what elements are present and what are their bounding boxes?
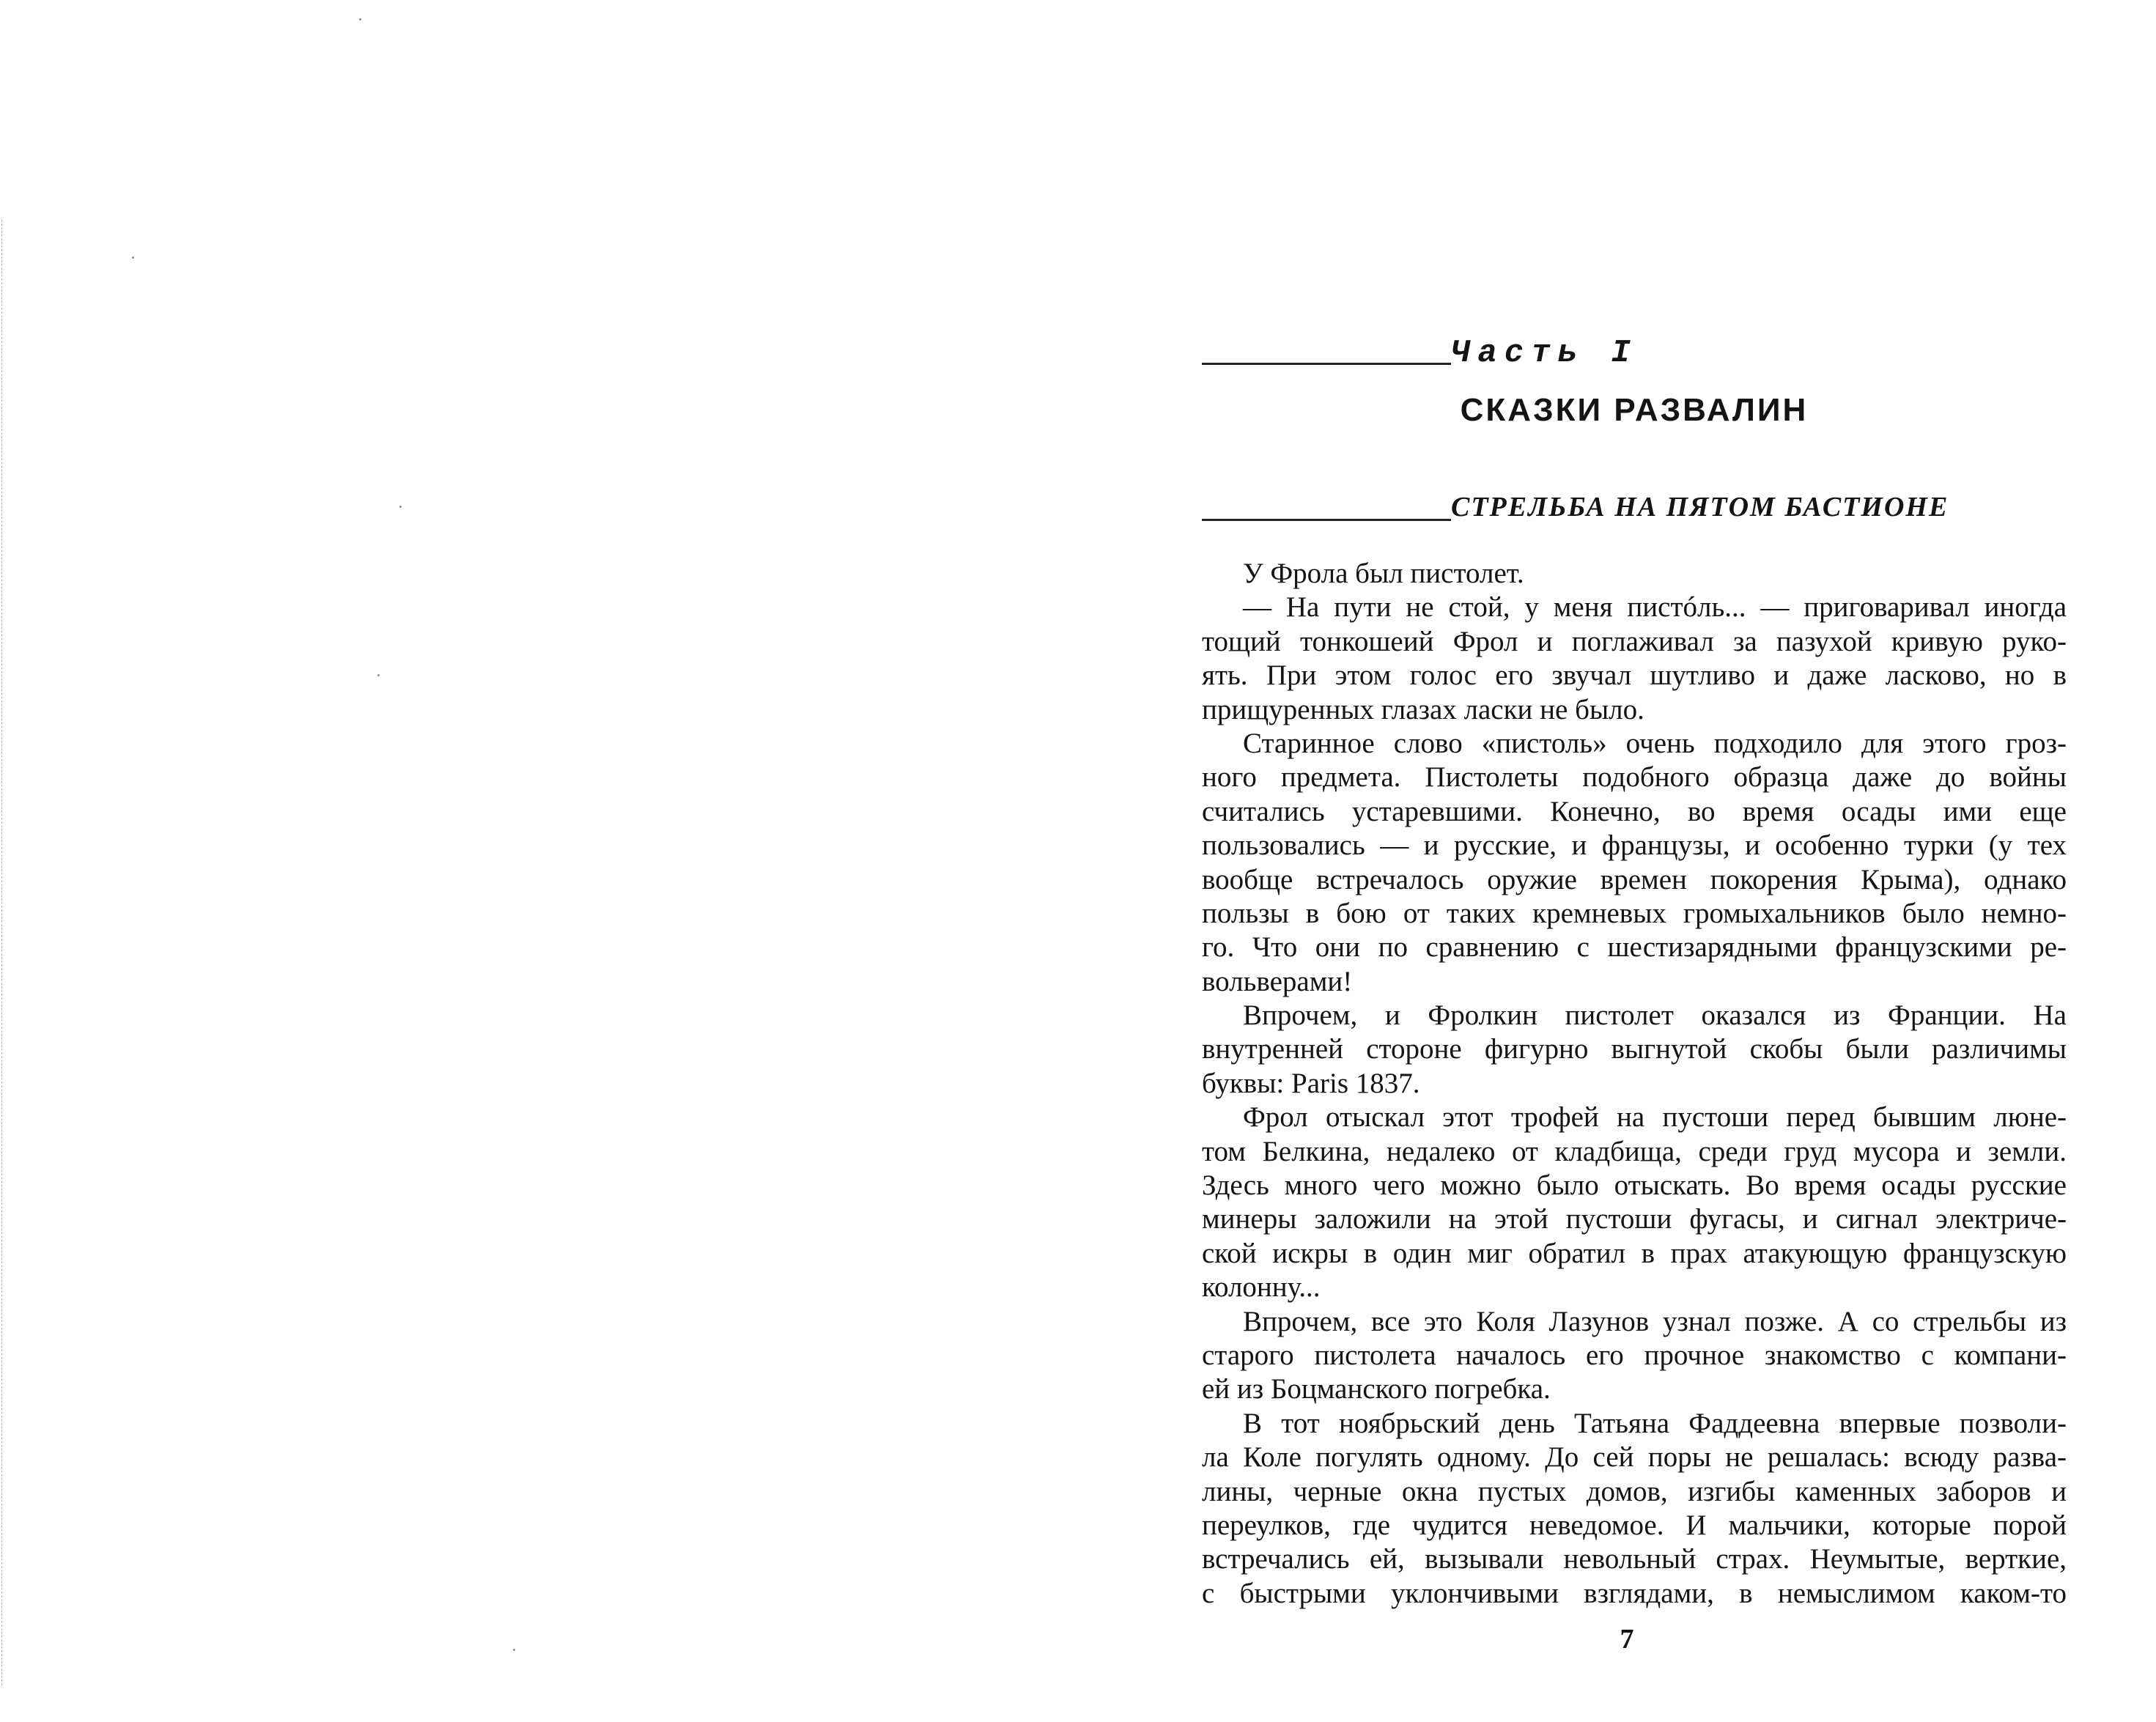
text-line: с быстрыми уклончивыми взглядами, в немыслимом каком-то: [1202, 1577, 2067, 1609]
text-line: Здесь много чего можно было отыскать. Во время осады русские: [1202, 1169, 2067, 1202]
text-line: вольверами!: [1202, 965, 1353, 997]
text-line: вообще встречалось оружие времен покорения Крыма), однако: [1202, 863, 2067, 895]
text-line: ей из Боцманского погребка.: [1202, 1373, 1551, 1405]
text-line: ской искры в один миг обратил в прах атакующую французскую: [1202, 1237, 2067, 1269]
text-line: Впрочем, и Фролкин пистолет оказался из Франции. На: [1243, 999, 2067, 1032]
text-line: переулков, где чудится неведомое. И мальчики, которые порой: [1202, 1509, 2067, 1541]
text-line: тощий тонкошеий Фрол и поглаживал за пазухой кривую руко-: [1202, 625, 2067, 657]
page-edge-shadow: [1, 220, 3, 1685]
part-header-rule: [1202, 363, 1451, 365]
text-line: считались устаревшими. Конечно, во время осады ими еще: [1202, 795, 2067, 827]
text-line: прищуренных глазах ласки не было.: [1202, 693, 1644, 725]
text-line: встречались ей, вызывали невольный страх. Неумытые, верткие,: [1202, 1543, 2067, 1575]
text-line: пользовались — и русские, и французы, и особенно турки (у тех: [1202, 829, 2067, 862]
scan-speck: [513, 1649, 515, 1651]
chapter-title: СТРЕЛЬБА НА ПЯТОМ БАСТИОНЕ: [1451, 492, 1949, 522]
chapter-header: [1202, 491, 2067, 532]
text-line: ять. При этом голос его звучал шутливо и даже ласково, но в: [1202, 659, 2067, 692]
chapter-body-text: [1202, 557, 2067, 1611]
scan-speck: [132, 256, 134, 259]
part-label: Часть I: [1451, 335, 1638, 372]
text-line: У Фрола был пистолет.: [1243, 558, 1524, 589]
text-line: лины, черные окна пустых домов, изгибы каменных заборов и: [1202, 1475, 2067, 1507]
text-line: го. Что они по сравнению с шестизарядными французскими ре-: [1202, 931, 2067, 964]
text-line: ного предмета. Пистолеты подобного образца даже до войны: [1202, 761, 2067, 794]
scan-speck: [399, 506, 402, 508]
text-line: минеры заложили на этой пустоши фугасы, и сигнал электриче-: [1202, 1203, 2067, 1235]
left-page-blank: [0, 0, 1070, 1722]
text-line: буквы: Paris 1837.: [1202, 1067, 1420, 1099]
text-line: Впрочем, все это Коля Лазунов узнал позже. А со стрельбы из: [1243, 1305, 2067, 1337]
text-line: том Белкина, недалеко от кладбища, среди груд мусора и земли.: [1202, 1135, 2067, 1167]
text-line: ла Коле погулять одному. До сей поры не решалась: всюду разва-: [1202, 1441, 2067, 1474]
chapter-header-rule: [1202, 519, 1451, 521]
text-line: внутренней стороне фигурно выгнутой скобы были различимы: [1202, 1033, 2067, 1065]
part-header: [1202, 333, 1759, 377]
part-title: СКАЗКИ РАЗВАЛИН: [1460, 392, 1809, 428]
text-line: В тот ноябрьский день Татьяна Фаддеевна впервые позволи-: [1243, 1407, 2067, 1439]
scan-speck: [359, 18, 361, 21]
text-line: пользы в бою от таких кремневых громыхальников было немно-: [1202, 897, 2067, 929]
text-line: Фрол отыскал этот трофей на пустоши перед бывшим люне-: [1243, 1101, 2067, 1134]
text-line: — На пути не стой, у меня пистóль... — приговаривал иногда: [1243, 591, 2067, 624]
text-line: старого пистолета началось его прочное знакомство с компани-: [1202, 1339, 2067, 1371]
text-line: колонну...: [1202, 1271, 1321, 1304]
text-line: Старинное слово «пистоль» очень подходило для этого гроз-: [1243, 727, 2067, 759]
page-number: 7: [1620, 1624, 1634, 1655]
scan-speck: [377, 674, 380, 676]
